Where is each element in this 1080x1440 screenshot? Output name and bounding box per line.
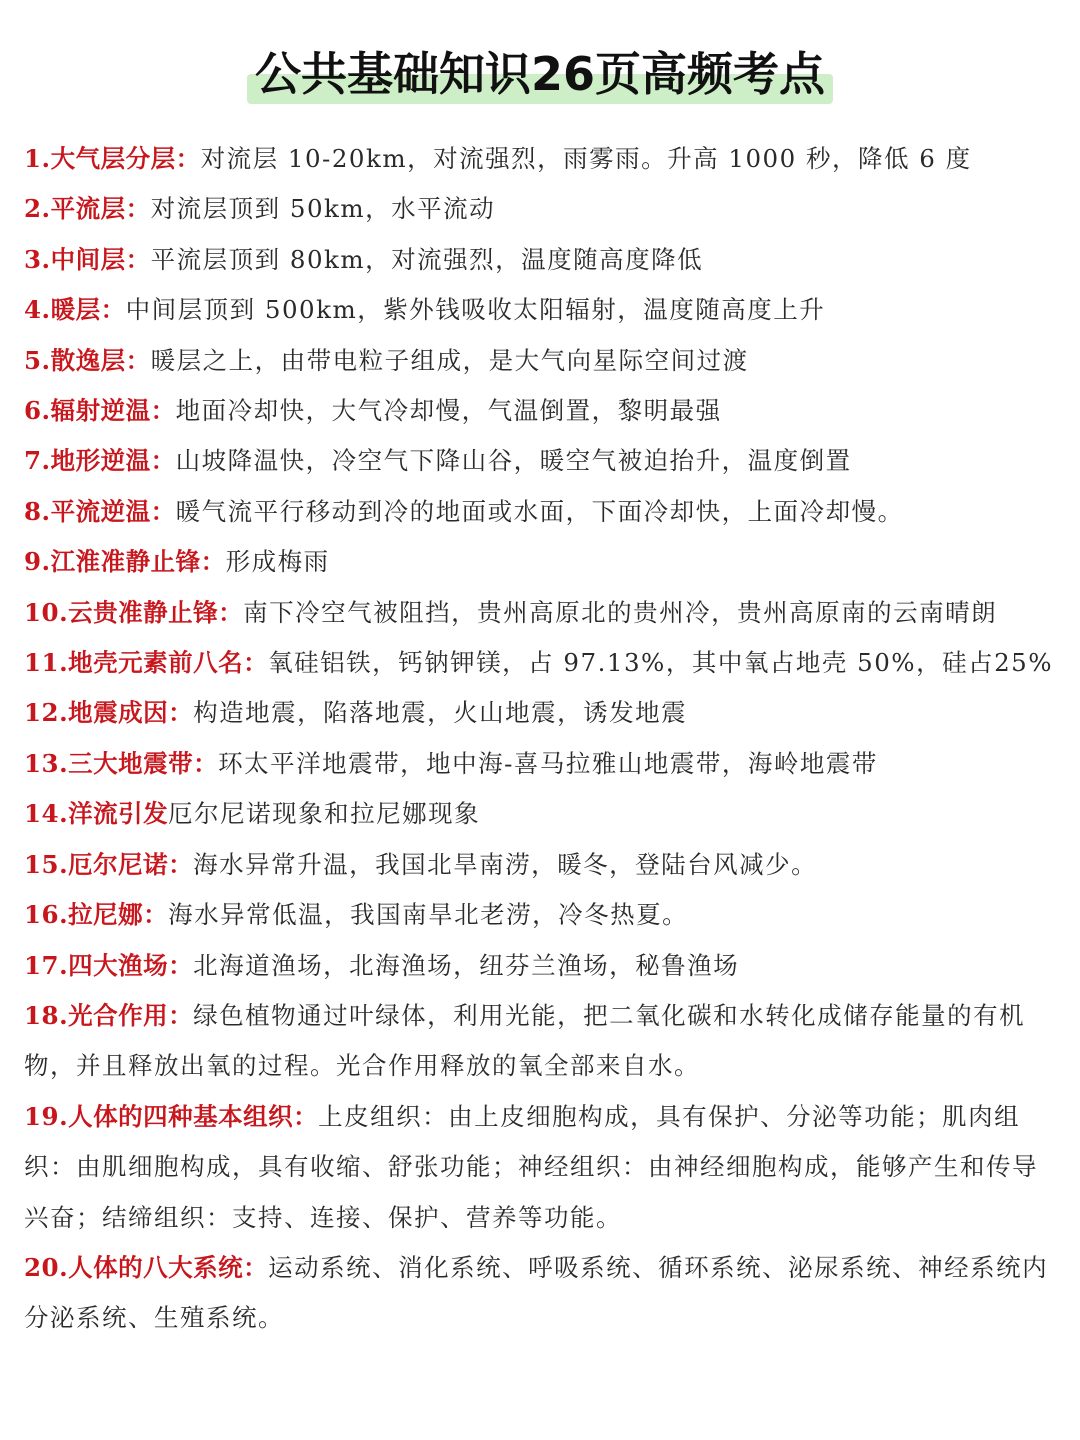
item-text: 厄尔尼诺现象和拉尼娜现象 [168, 799, 481, 829]
list-item [24, 1243, 1060, 1344]
item-text: 中间层顶到 500km，紫外钱吸收太阳辐射，温度随高度上升 [125, 295, 826, 325]
item-label: 1.大气层分层： [24, 144, 201, 173]
item-label: 17.四大渔场： [24, 950, 194, 980]
item-label: 2.平流层： [24, 194, 151, 224]
list-item [24, 487, 1060, 537]
list-item [24, 739, 1060, 789]
item-label: 14.洋流引发 [24, 799, 169, 829]
item-label: 4.暖层： [24, 295, 126, 325]
item-text: 绿色植物通过叶绿体，利用光能，把二氧化碳和水转化成储存能量的有机物，并且释放出氧的过程。光合作用释放的氧全部来自水。 [24, 1000, 1026, 1081]
item-label: 15.厄尔尼诺： [24, 849, 194, 879]
list-item [24, 537, 1060, 587]
item-text: 地面冷却快，大气冷却慢，气温倒置，黎明最强 [175, 396, 722, 426]
item-label: 6.辐射逆温： [24, 396, 176, 426]
list-item [24, 235, 1060, 285]
item-text: 北海道渔场，北海渔场，纽芬兰渔场，秘鲁渔场 [193, 950, 740, 980]
item-label: 19.人体的四种基本组织： [24, 1101, 319, 1131]
item-label: 10.云贵准静止锋： [24, 597, 244, 627]
item-label: 8.平流逆温： [24, 496, 176, 526]
list-item [24, 436, 1060, 486]
item-text: 上皮组织：由上皮细胞构成，具有保护、分泌等功能；肌肉组织：由肌细胞构成，具有收缩、舒张功能；神经组织：由神经细胞构成，能够产生和传导兴奋；结缔组织：支持、连接、保护、营养等功能。 [24, 1101, 1038, 1232]
item-text: 南下冷空气被阻挡，贵州高原北的贵州冷，贵州高原南的云南晴朗 [243, 597, 998, 627]
item-label: 18.光合作用： [24, 1000, 194, 1030]
list-item [24, 638, 1060, 688]
list-item [24, 840, 1060, 890]
item-text: 形成梅雨 [225, 547, 330, 577]
item-text: 海水异常低温，我国南旱北老涝，冷冬热夏。 [168, 900, 689, 930]
list-item [24, 386, 1060, 436]
item-text: 构造地震，陷落地震，火山地震，诱发地震 [193, 698, 688, 728]
list-item [24, 134, 1060, 184]
item-label: 3.中间层： [24, 244, 151, 274]
item-label: 16.拉尼娜： [24, 900, 169, 930]
list-item [24, 991, 1060, 1092]
list-item [24, 688, 1060, 738]
list-item [24, 941, 1060, 991]
item-label: 13.三大地震带： [24, 748, 219, 778]
page-title-text: 公共基础知识26页高频考点 [254, 47, 825, 101]
item-text: 对流层顶到 50km，水平流动 [150, 194, 496, 224]
item-label: 5.散逸层： [24, 345, 151, 375]
item-label: 7.地形逆温： [24, 446, 176, 476]
knowledge-list [24, 134, 1060, 1344]
item-text: 运动系统、消化系统、呼吸系统、循环系统、泌尿系统、神经系统内分泌系统、生殖系统。 [24, 1252, 1049, 1333]
item-label: 12.地震成因： [24, 698, 194, 728]
item-text: 对流层 10-20km，对流强烈，雨雾雨。升高 1000 秒，降低 6 度 [200, 144, 972, 173]
item-text: 氧硅铝铁，钙钠钾镁，占 97.13%，其中氧占地壳 50%，硅占25% [268, 648, 1054, 678]
list-item [24, 336, 1060, 386]
item-text: 暖气流平行移动到冷的地面或水面，下面冷却快，上面冷却慢。 [175, 496, 904, 526]
list-item [24, 588, 1060, 638]
title-area [0, 38, 1080, 110]
list-item [24, 789, 1060, 839]
item-text: 环太平洋地震带，地中海-喜马拉雅山地震带，海岭地震带 [218, 748, 878, 778]
item-text: 暖层之上，由带电粒子组成，是大气向星际空间过渡 [150, 345, 749, 375]
item-label: 20.人体的八大系统： [24, 1252, 269, 1282]
item-label: 9.江淮准静止锋： [24, 547, 226, 577]
item-text: 平流层顶到 80km，对流强烈，温度随高度降低 [150, 244, 704, 274]
item-label: 11.地壳元素前八名： [24, 648, 269, 678]
list-item [24, 890, 1060, 940]
item-text: 山坡降温快，冷空气下降山谷，暖空气被迫抬升，温度倒置 [175, 446, 852, 476]
list-item [24, 1092, 1060, 1243]
item-text: 海水异常升温，我国北旱南涝，暖冬，登陆台风减少。 [193, 849, 818, 879]
list-item [24, 285, 1060, 335]
page-title [247, 38, 833, 110]
list-item [24, 184, 1060, 234]
